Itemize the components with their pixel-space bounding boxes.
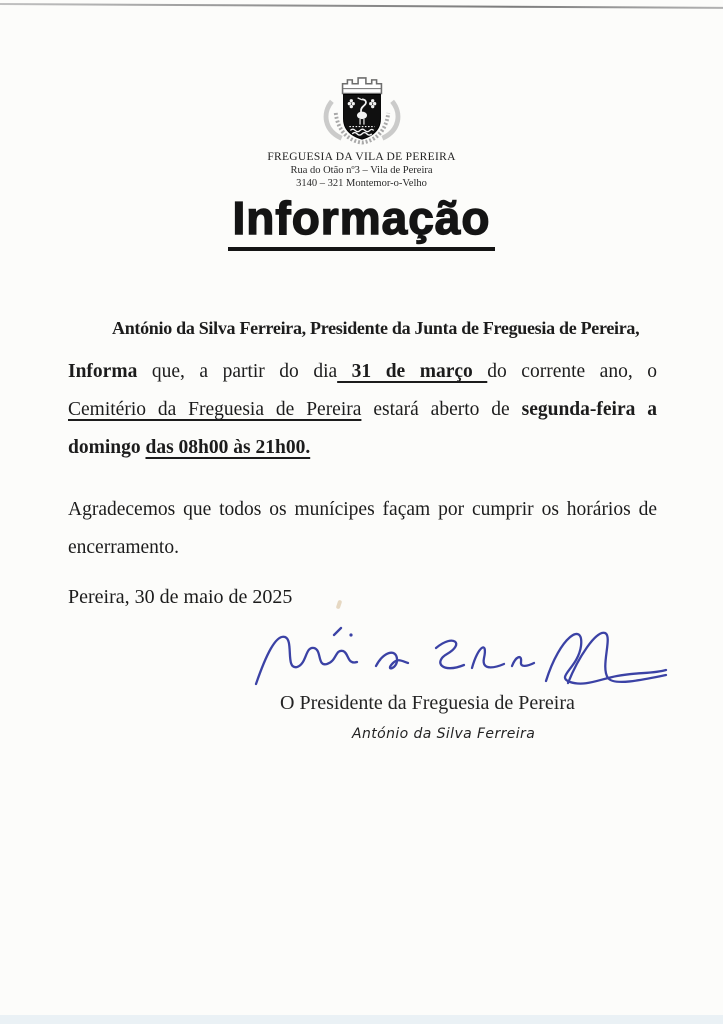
informa-word: Informa	[68, 361, 138, 382]
domingo-word: domingo	[68, 437, 146, 458]
line2-text: estará aberto de	[361, 399, 522, 420]
org-name: FREGUESIA DA VILA DE PEREIRA	[267, 151, 456, 163]
segunda-feira-phrase: segunda-feira a	[521, 399, 658, 420]
main-paragraph	[68, 353, 657, 467]
line1-text: que, a partir do dia	[137, 361, 338, 382]
line1-text-end: do corrente ano, o	[487, 361, 657, 382]
main-paragraph-line-1	[68, 353, 657, 391]
handwritten-signature-ink	[250, 620, 675, 702]
document-title	[0, 192, 723, 251]
scan-edge-artifact-bottom	[0, 1015, 723, 1024]
president-role-line: O Presidente da Freguesia de Pereira	[280, 692, 575, 714]
signature-ink-stroke	[256, 637, 357, 684]
hours-phrase: das 08h00 às 21h00.	[145, 437, 311, 458]
signature-ink-stroke	[512, 657, 534, 666]
place-date-line: Pereira, 30 de maio de 2025	[68, 586, 293, 608]
date-31-marco: 31 de março	[337, 361, 488, 382]
main-paragraph-line-3	[68, 429, 657, 467]
signature-ink-stroke	[334, 628, 341, 635]
signature-ink-dot	[349, 633, 352, 636]
address-line-1: Rua do Otão nº3 – Vila de Pereira	[290, 165, 433, 176]
letterhead	[0, 76, 723, 190]
signature-ink-stroke	[472, 647, 504, 668]
document-title-text: Informação	[228, 192, 496, 251]
parish-coat-of-arms-icon	[315, 76, 409, 146]
signature-ink-stroke	[436, 641, 464, 669]
thanks-paragraph	[68, 491, 657, 567]
president-name-line: António da Silva Ferreira	[352, 726, 536, 742]
intro-paragraph: António da Silva Ferreira, Presidente da Junta de Freguesia de Pereira,	[112, 318, 640, 338]
scan-edge-artifact-top	[0, 3, 723, 9]
thanks-paragraph-line-2: encerramento.	[68, 537, 179, 558]
thanks-paragraph-line-1: Agradecemos que todos os munícipes façam por cumprir os horários de	[68, 499, 657, 520]
signature-ink-stroke	[376, 653, 408, 669]
main-paragraph-line-2	[68, 391, 657, 429]
address-line-2: 3140 – 321 Montemor-o-Velho	[296, 178, 427, 189]
cemiterio-phrase: Cemitério da Freguesia de Pereira	[68, 399, 362, 420]
